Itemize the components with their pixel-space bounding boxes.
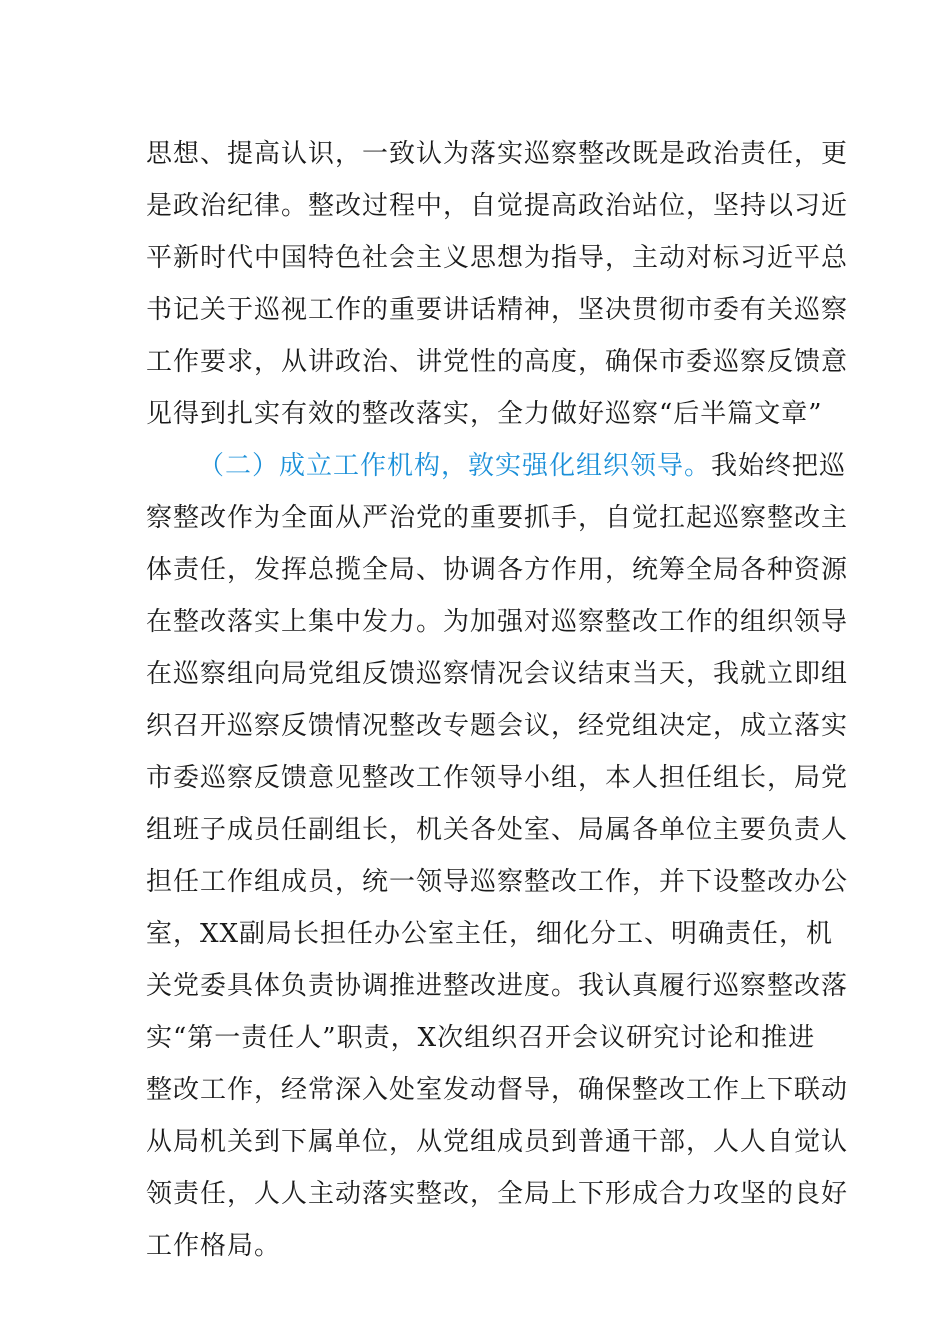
text-line: 织召开巡察反馈情况整改专题会议，经党组决定，成立落实	[146, 711, 849, 741]
text-line: 关党委具体负责协调推进整改进度。我认真履行巡察整改落	[146, 971, 849, 1001]
paragraph-2	[146, 440, 849, 1272]
text-line: 平新时代中国特色社会主义思想为指导，主动对标习近平总	[146, 243, 849, 273]
text-line: 是政治纪律。整改过程中，自觉提高政治站位，坚持以习近	[146, 191, 849, 221]
text-line: 书记关于巡视工作的重要讲话精神，坚决贯彻市委有关巡察	[146, 295, 849, 325]
section-heading: （二）成立工作机构，敦实强化组织领导。	[198, 451, 712, 481]
text-line: 领责任，人人主动落实整改，全局上下形成合力攻坚的良好	[146, 1179, 849, 1209]
text-line: 市委巡察反馈意见整改工作领导小组，本人担任组长，局党	[146, 763, 849, 793]
text-line: 整改工作，经常深入处室发动督导，确保整改工作上下联动	[146, 1075, 849, 1105]
text-line: 组班子成员任副组长，机关各处室、局属各单位主要负责人	[146, 815, 849, 845]
text-line: 室，XX副局长担任办公室主任，细化分工、明确责任，机	[146, 919, 834, 949]
text-line: 在巡察组向局党组反馈巡察情况会议结束当天，我就立即组	[146, 659, 849, 689]
text-line: 从局机关到下属单位，从党组成员到普通干部，人人自觉认	[146, 1127, 849, 1157]
text-line: 察整改作为全面从严治党的重要抓手，自觉扛起巡察整改主	[146, 503, 849, 533]
text-line: 思想、提高认识，一致认为落实巡察整改既是政治责任，更	[146, 139, 849, 169]
text-line: 体责任，发挥总揽全局、协调各方作用，统筹全局各种资源	[146, 555, 849, 585]
text-segment: 我始终把巡	[711, 451, 847, 481]
text-line: 担任工作组成员，统一领导巡察整改工作，并下设整改办公	[146, 867, 849, 897]
text-line-first	[146, 440, 847, 492]
text-line-last: 工作格局。	[146, 1231, 282, 1261]
text-line: 见得到扎实有效的整改落实，全力做好巡察“后半篇文章”	[146, 399, 823, 429]
paragraph-1	[146, 128, 849, 440]
text-line: 在整改落实上集中发力。为加强对巡察整改工作的组织领导	[146, 607, 849, 637]
body-text	[146, 128, 849, 1272]
text-line: 工作要求，从讲政治、讲党性的高度，确保市委巡察反馈意	[146, 347, 849, 377]
text-line: 实“第一责任人”职责，X次组织召开会议研究讨论和推进	[146, 1023, 816, 1053]
